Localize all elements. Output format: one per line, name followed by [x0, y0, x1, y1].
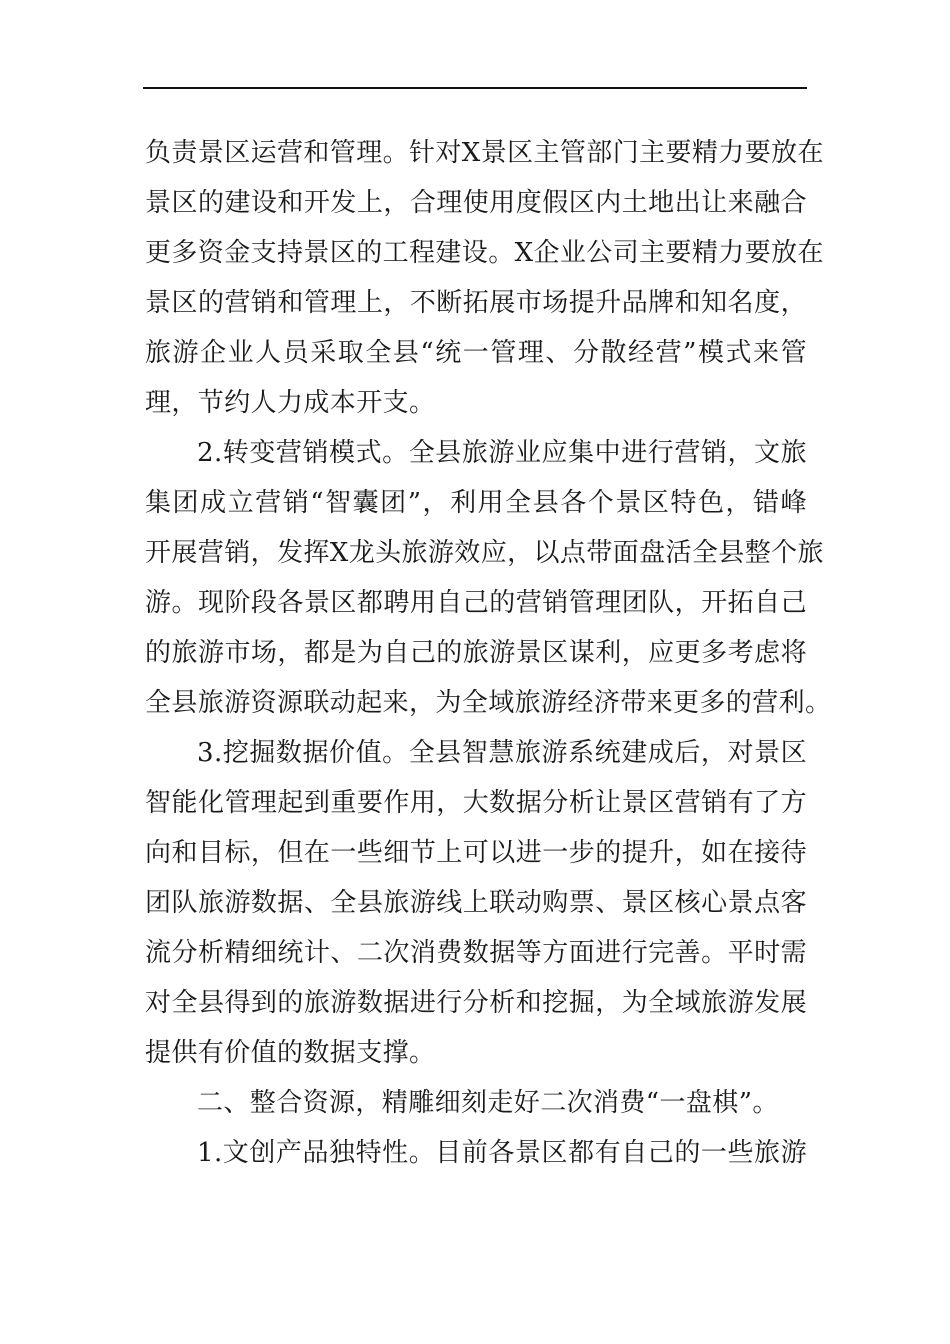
text-line: 团队旅游数据、全县旅游线上联动购票、景区核心景点客 [145, 888, 807, 918]
text-line: 景区的营销和管理上，不断拓展市场提升品牌和知名度， [145, 288, 807, 318]
header-rule [143, 87, 807, 89]
text-line: 负责景区运营和管理。针对X景区主管部门主要精力要放在 [145, 138, 824, 168]
text-line: 向和目标，但在一些细节上可以进一步的提升，如在接待 [145, 838, 807, 868]
text-line: 全县旅游资源联动起来，为全域旅游经济带来更多的营利。 [145, 688, 832, 718]
text-line: 对全县得到的旅游数据进行分析和挖掘，为全域旅游发展 [145, 988, 807, 1018]
paragraph-first-line: 1.文创产品独特性。目前各景区都有自己的一些旅游 [197, 1138, 807, 1168]
text-line: 提供有价值的数据支撑。 [145, 1038, 436, 1068]
paragraph-first-line: 2.转变营销模式。全县旅游业应集中进行营销，文旅 [197, 438, 807, 468]
text-line: 开展营销，发挥X龙头旅游效应，以点带面盘活全县整个旅 [145, 538, 824, 568]
section-heading: 二、整合资源，精雕细刻走好二次消费“一盘棋”。 [197, 1088, 779, 1118]
text-line: 流分析精细统计、二次消费数据等方面进行完善。平时需 [145, 938, 807, 968]
text-line: 游。现阶段各景区都聘用自己的营销管理团队，开拓自己 [145, 588, 807, 618]
text-line: 集团成立营销“智囊团”，利用全县各个景区特色，错峰 [145, 488, 807, 518]
text-line: 智能化管理起到重要作用，大数据分析让景区营销有了方 [145, 788, 807, 818]
paragraph-first-line: 3.挖掘数据价值。全县智慧旅游系统建成后，对景区 [197, 738, 807, 768]
text-line: 更多资金支持景区的工程建设。X企业公司主要精力要放在 [145, 238, 824, 268]
text-line: 景区的建设和开发上，合理使用度假区内土地出让来融合 [145, 188, 807, 218]
text-line: 理，节约人力成本开支。 [145, 388, 436, 418]
document-body [145, 128, 832, 1178]
text-line: 旅游企业人员采取全县“统一管理、分散经营”模式来管 [145, 338, 807, 368]
text-line: 的旅游市场，都是为自己的旅游景区谋利，应更多考虑将 [145, 638, 807, 668]
